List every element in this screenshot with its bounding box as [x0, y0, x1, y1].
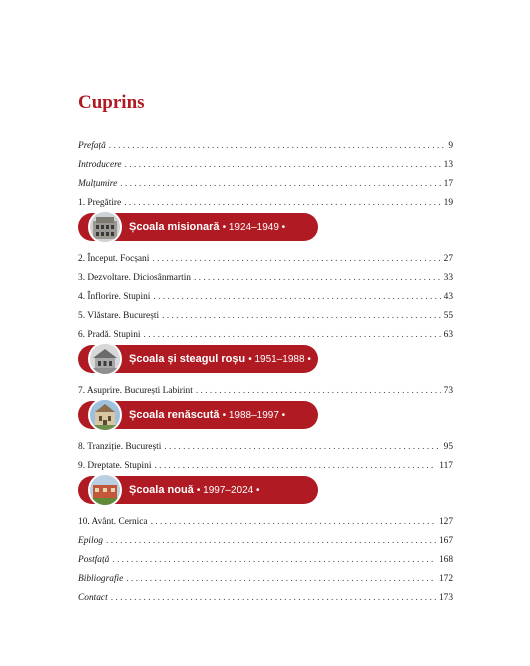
toc-entry-dezvoltare[interactable]	[78, 265, 453, 284]
toc-entry-label: Prefață	[78, 141, 106, 151]
toc-entry-page: 33	[443, 273, 453, 283]
dot-leader	[125, 159, 441, 171]
section-banner-text	[129, 221, 285, 233]
section-banner-scoala-noua[interactable]	[78, 476, 318, 504]
dot-leader	[126, 573, 436, 585]
toc-entry-epilog[interactable]	[78, 528, 453, 547]
toc-entry-multumire[interactable]	[78, 171, 453, 190]
table-of-contents	[78, 133, 453, 604]
toc-entry-postfata[interactable]	[78, 547, 453, 566]
section-title: Școala renăscută	[129, 409, 220, 421]
page-title: Cuprins	[78, 92, 145, 113]
dot-leader	[120, 178, 440, 190]
toc-entry-page: 55	[443, 311, 453, 321]
section-banner-scoala-steagul-rosu[interactable]	[78, 345, 318, 373]
dot-leader	[111, 592, 436, 604]
toc-entry-pregatire[interactable]	[78, 190, 453, 209]
toc-entry-prada[interactable]	[78, 322, 453, 341]
toc-entry-label: 6. Pradă. Stupini	[78, 330, 141, 340]
section-banner-scoala-misionara[interactable]	[78, 213, 318, 241]
dot-leader	[109, 140, 446, 152]
toc-entry-label: Mulțumire	[78, 179, 118, 189]
old-building-photo	[88, 342, 122, 376]
toc-entry-page: 168	[438, 555, 453, 565]
section-title: Școala nouă	[129, 484, 194, 496]
toc-entry-label: 7. Asuprire. București Labirint	[78, 386, 193, 396]
toc-entry-label: Introducere	[78, 160, 122, 170]
toc-entry-inflorire[interactable]	[78, 284, 453, 303]
toc-entry-page: 43	[443, 292, 453, 302]
toc-entry-page: 95	[443, 442, 453, 452]
toc-entry-page: 172	[438, 574, 453, 584]
dot-leader	[153, 291, 440, 303]
toc-entry-page: 9	[448, 141, 453, 151]
section-years: • 1924–1949 •	[222, 222, 286, 233]
toc-entry-label: Bibliografie	[78, 574, 124, 584]
section-years: • 1951–1988 •	[248, 354, 311, 365]
section-banner-text	[129, 484, 259, 496]
toc-entry-page: 63	[443, 330, 453, 340]
toc-entry-introducere[interactable]	[78, 152, 453, 171]
toc-entry-page: 13	[443, 160, 453, 170]
toc-entry-page: 117	[439, 461, 453, 471]
toc-entry-label: Postfață	[78, 555, 110, 565]
toc-entry-label: 5. Vlăstare. București	[78, 311, 160, 321]
toc-entry-avant[interactable]	[78, 509, 453, 528]
toc-entry-label: Epilog	[78, 536, 103, 546]
toc-entry-label: 9. Dreptate. Stupini	[78, 461, 152, 471]
section-banner-text	[129, 353, 311, 365]
church-building-photo	[88, 398, 122, 432]
toc-entry-label: 4. Înflorire. Stupini	[78, 292, 151, 302]
dot-leader	[196, 385, 441, 397]
toc-entry-label: 3. Dezvoltare. Diciosânmartin	[78, 273, 191, 283]
dot-leader	[112, 554, 436, 566]
dot-leader	[164, 441, 440, 453]
toc-entry-bibliografie[interactable]	[78, 566, 453, 585]
toc-entry-asuprire[interactable]	[78, 378, 453, 397]
toc-entry-page: 173	[438, 593, 453, 603]
toc-entry-vlastare[interactable]	[78, 303, 453, 322]
section-title: Școala și steagul roșu	[129, 353, 246, 365]
toc-entry-page: 127	[438, 517, 453, 527]
dot-leader	[162, 310, 441, 322]
toc-entry-label: 1. Pregătire	[78, 198, 122, 208]
school-building-photo	[88, 210, 122, 244]
toc-entry-dreptate[interactable]	[78, 453, 453, 472]
dot-leader	[151, 516, 436, 528]
section-title: Școala misionară	[129, 221, 220, 233]
toc-entry-page: 73	[443, 386, 453, 396]
toc-entry-inceput[interactable]	[78, 246, 453, 265]
new-campus-photo	[88, 473, 122, 507]
toc-entry-label: 2. Început. Focșani	[78, 254, 150, 264]
dot-leader	[152, 253, 440, 265]
dot-leader	[144, 329, 441, 341]
section-banner-scoala-renascuta[interactable]	[78, 401, 318, 429]
toc-entry-tranzitie[interactable]	[78, 434, 453, 453]
dot-leader	[124, 197, 440, 209]
toc-entry-page: 19	[443, 198, 453, 208]
section-years: • 1988–1997 •	[222, 410, 286, 421]
toc-entry-label: Contact	[78, 593, 108, 603]
dot-leader	[106, 535, 436, 547]
toc-entry-label: 10. Avânt. Cernica	[78, 517, 148, 527]
section-years: • 1997–2024 •	[196, 485, 260, 496]
toc-entry-contact[interactable]	[78, 585, 453, 604]
toc-entry-label: 8. Tranziție. București	[78, 442, 162, 452]
toc-entry-page: 167	[438, 536, 453, 546]
toc-entry-prefata[interactable]	[78, 133, 453, 152]
dot-leader	[154, 460, 436, 472]
toc-entry-page: 17	[443, 179, 453, 189]
dot-leader	[194, 272, 441, 284]
toc-entry-page: 27	[443, 254, 453, 264]
section-banner-text	[129, 409, 285, 421]
